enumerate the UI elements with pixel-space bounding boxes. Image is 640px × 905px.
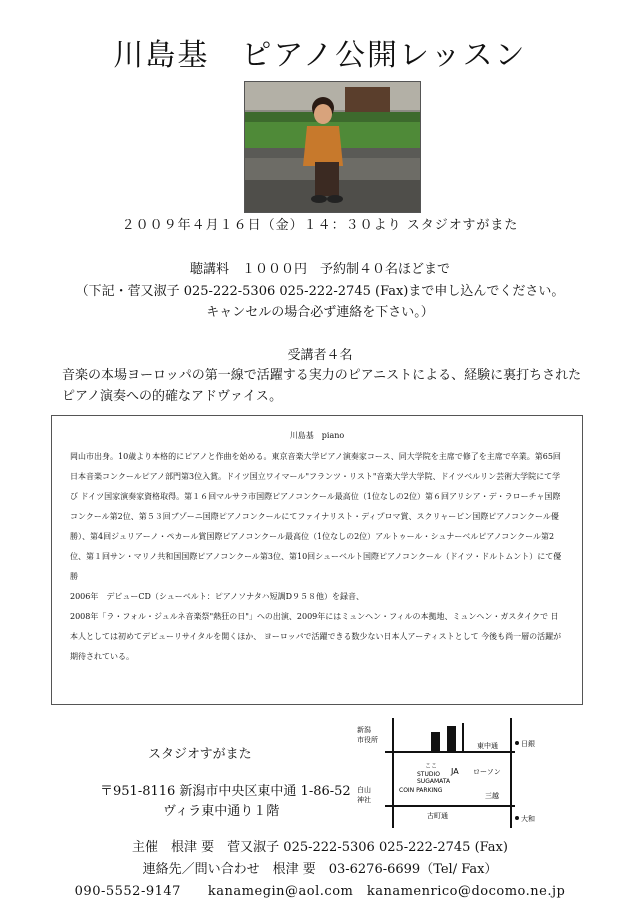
event-date: ２００９年４月１６日（金）１４：３０より スタジオすがまた xyxy=(121,218,519,233)
bio-paragraph: 2008年「ラ・フォル・ジュルネ音楽祭"熱狂の日"」への出演、2009年にはミュンヘン・フィルの本拠地、ミュンヘン・ガスタイクで 日本人としては初めてデビューリサイタルを開くほか、 ヨーロッパで活躍できる数少ない日本人アーティストとして 今後も尚一層の活躍が期待されている。 xyxy=(70,612,562,661)
studio-name: スタジオすがまた xyxy=(148,747,252,762)
pianist-photo-image xyxy=(245,82,420,212)
map-label-mitsukoshi: 三越 xyxy=(485,792,499,800)
phone-email-info: 090-5552-9147 kanamegin@aol.com kanamenrico@docomo.ne.jp xyxy=(74,884,566,899)
map-label-studio: STUDIO xyxy=(417,771,440,778)
apply-instructions: （下記・菅又淑子 025-222-5306 025-222-2745 (Fax)まで申し込んでください。 xyxy=(75,284,565,299)
contact-info: 連絡先／問い合わせ 根津 要 03-6276-6699（Tel/ Fax） xyxy=(142,862,498,877)
map-label-daiwa: 大和 xyxy=(521,815,535,823)
studio-address: 〒951-8116 新潟市中央区東中通 1-86-52 xyxy=(100,784,351,799)
map-label-ja: JA xyxy=(451,767,459,776)
organizer-info: 主催 根津 要 菅又淑子 025-222-5306 025-222-2745 (Fax) xyxy=(132,840,508,855)
cancel-notice: キャンセルの場合必ず連絡を下さい。） xyxy=(206,305,434,320)
map-label-furumachi: 古町通 xyxy=(427,812,448,820)
map-label-jinja: 神社 xyxy=(357,796,371,804)
map-label-niigata: 新潟 xyxy=(357,726,371,734)
map-label-lawson: ローソン xyxy=(473,768,501,776)
map-label-higashinaka: 東中通 xyxy=(477,742,498,750)
biography-box xyxy=(51,415,583,705)
pianist-photo xyxy=(244,81,421,213)
map-label-coin-parking: COIN PARKING xyxy=(399,787,443,794)
map-label-hakusan: 白山 xyxy=(357,786,371,794)
admission-fee: 聴講料 １０００円 予約制４０名ほどまで xyxy=(189,262,450,277)
students-count: 受講者４名 xyxy=(287,348,353,363)
access-map-drawing xyxy=(355,718,545,828)
lesson-description: 音楽の本場ヨーロッパの第一線で活躍する実力のピアニストによる、経験に裏打ちされたピアノ演奏への的確なアドヴァイス。 xyxy=(62,368,582,404)
bio-paragraph: 2006年 デビューCD（シューベルト：ピアノソナタハ短調D９５８他）を録音、 xyxy=(70,592,365,601)
bio-paragraph: 岡山市出身。10歳より本格的にピアノと作曲を始める。東京音楽大学ピアノ演奏家コース、同大学院を主席で修了を主席で卒業。第65回日本音楽コンクールピアノ部門第3位入賞。ドイツ国立ワイマール"フランツ・リスト"音楽大学大学院、ドイツベルリン芸術大学院にて学び ドイツ国家演奏家資格取得。第１６回マルサラ市国際ピアノコンクール最高位（1位なしの2位）第６回アリシア・デ・ラローチャ国際コンクール第2位、第５３回ブゾーニ国際ピアノコンクールにてファイナリスト・ディプロマ賞、スクリャービン国際ピアノコンクール優勝）、第4回ジュリアーノ・ペカール賞国際ピアノコンクール最高位（1位なしの2位）アルトゥール・シュナーベルピアノコンクール第2位、第１回サン・マリノ共和国国際ピアノコンクール第3位、第10回シューベルト国際ピアノコンクール（ドイツ・ドルトムント）にて優勝 xyxy=(70,452,562,581)
map-label-nichigin: 日銀 xyxy=(521,740,535,748)
map-label-sugamata: SUGAMATA xyxy=(417,778,451,785)
studio-building: ヴィラ東中通り１階 xyxy=(163,804,280,819)
map-label-city-office: 市役所 xyxy=(357,736,378,744)
bio-title: 川島基 piano xyxy=(289,431,345,440)
access-map xyxy=(355,718,545,828)
map-label-here: ここ xyxy=(425,763,438,770)
page-title: 川島基 ピアノ公開レッスン xyxy=(113,38,527,73)
